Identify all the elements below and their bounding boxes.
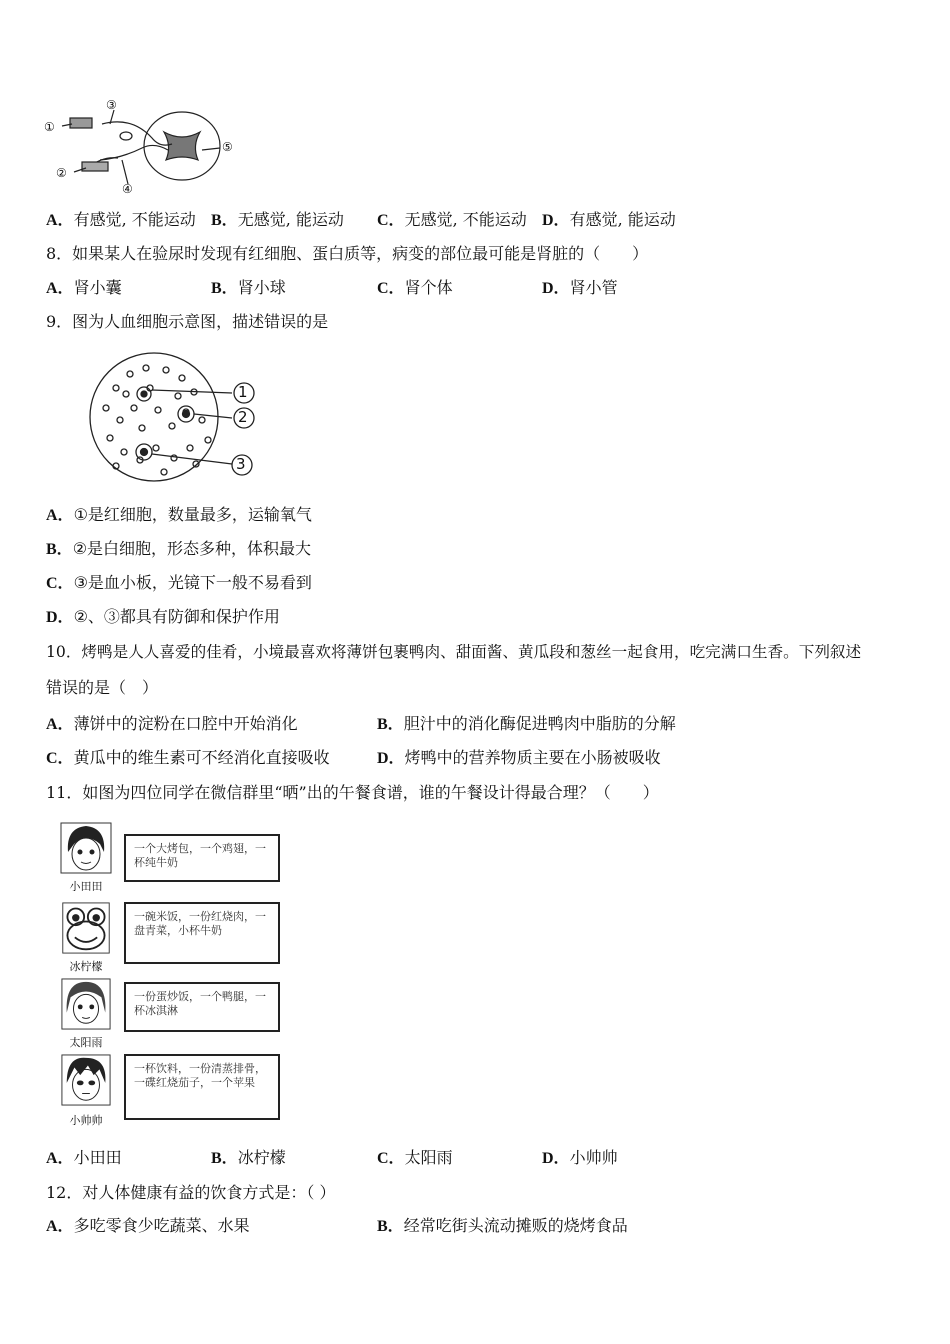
gray-matter bbox=[164, 132, 200, 160]
q10-option-b-letter: B． bbox=[377, 716, 404, 733]
q10-option-b-text: 胆汁中的消化酶促进鸭肉中脂肪的分解 bbox=[403, 714, 676, 733]
q11-option-d-text: 小帅帅 bbox=[569, 1148, 618, 1167]
menu-box: 一碗米饭，一份红烧肉，一盘青菜，小杯牛奶 bbox=[124, 902, 280, 964]
q8-stem: 8．如果某人在验尿时发现有红细胞、蛋白质等，病变的部位最可能是肾脏的（ ） bbox=[46, 244, 649, 263]
student-name: 小田田 bbox=[69, 880, 103, 893]
q7-option-c-text: 无感觉, 不能运动 bbox=[404, 210, 527, 229]
label-1: ① bbox=[44, 120, 55, 134]
q7-option-d-letter: D． bbox=[542, 212, 570, 229]
label-3: ③ bbox=[106, 98, 117, 112]
blood-cell-figure bbox=[86, 348, 266, 486]
q10-option-a[interactable] bbox=[46, 713, 298, 736]
q9-option-d-text: ②、③都具有防御和保护作用 bbox=[73, 607, 280, 626]
q8-option-c-text: 肾个体 bbox=[404, 278, 453, 297]
q7-option-a[interactable] bbox=[46, 209, 196, 232]
q8-option-a[interactable] bbox=[46, 277, 122, 300]
q7-option-d-text: 有感觉, 能运动 bbox=[569, 210, 676, 229]
q9-option-a[interactable] bbox=[46, 504, 312, 527]
reflex-arc-drawing bbox=[42, 98, 242, 198]
q7-option-b-text: 无感觉, 能运动 bbox=[237, 210, 344, 229]
q11-option-c-letter: C． bbox=[377, 1150, 405, 1167]
q10-option-d[interactable] bbox=[377, 747, 661, 770]
label-5: ⑤ bbox=[222, 140, 233, 154]
cell-label-1: 1 bbox=[238, 383, 248, 401]
q10-option-c[interactable] bbox=[46, 747, 330, 770]
q8-option-c-letter: C． bbox=[377, 280, 405, 297]
q11-option-a[interactable] bbox=[46, 1147, 122, 1170]
q7-option-c[interactable] bbox=[377, 209, 527, 232]
q10-stem-line-2: 错误的是（ ） bbox=[46, 678, 159, 697]
afferent-nerve bbox=[102, 122, 172, 145]
q10-option-b[interactable] bbox=[377, 713, 676, 736]
avatar-boy-icon bbox=[60, 1054, 112, 1106]
q7-option-c-letter: C． bbox=[377, 212, 405, 229]
cell-label-2: 2 bbox=[238, 408, 248, 426]
cell-label-3: 3 bbox=[236, 455, 246, 473]
q11-option-b-letter: B． bbox=[211, 1150, 238, 1167]
q12-stem: 12．对人体健康有益的饮食方式是：（ ） bbox=[46, 1183, 336, 1202]
q9-option-a-letter: A． bbox=[46, 507, 74, 524]
q8-option-c[interactable] bbox=[377, 277, 453, 300]
q12-option-a-letter: A． bbox=[46, 1218, 74, 1235]
q8-option-a-letter: A． bbox=[46, 280, 74, 297]
q9-option-c-letter: C． bbox=[46, 575, 74, 592]
avatar-frog-icon bbox=[60, 902, 112, 954]
q9-option-a-text: ①是红细胞，数量最多，运输氧气 bbox=[73, 505, 312, 524]
q8-option-b-text: 肾小球 bbox=[237, 278, 286, 297]
white-blood-cells bbox=[136, 387, 194, 460]
q9-option-d-letter: D． bbox=[46, 609, 74, 626]
ganglion bbox=[120, 132, 132, 140]
label-4: ④ bbox=[122, 182, 133, 196]
red-blood-cells bbox=[103, 365, 211, 475]
q9-option-c[interactable] bbox=[46, 572, 312, 595]
q11-option-d-letter: D． bbox=[542, 1150, 570, 1167]
q11-option-d[interactable] bbox=[542, 1147, 618, 1170]
avatar-girl-icon bbox=[60, 978, 112, 1030]
q7-option-a-text: 有感觉, 不能运动 bbox=[73, 210, 196, 229]
q11-option-a-letter: A． bbox=[46, 1150, 74, 1167]
q9-option-b[interactable] bbox=[46, 538, 311, 561]
leader-line bbox=[122, 160, 128, 184]
q9-option-b-text: ②是白细胞，形态多种，体积最大 bbox=[72, 539, 312, 558]
q8-option-a-text: 肾小囊 bbox=[73, 278, 122, 297]
q11-option-b-text: 冰柠檬 bbox=[237, 1148, 286, 1167]
label-2: ② bbox=[56, 166, 67, 180]
q10-option-a-text: 薄饼中的淀粉在口腔中开始消化 bbox=[73, 714, 298, 733]
reflex-arc-figure bbox=[42, 98, 242, 198]
menu-box: 一杯饮料，一份清蒸排骨，一碟红烧茄子，一个苹果 bbox=[124, 1054, 280, 1120]
q11-option-c[interactable] bbox=[377, 1147, 453, 1170]
leader-line bbox=[202, 148, 220, 150]
q9-option-d[interactable] bbox=[46, 606, 280, 629]
q9-option-c-text: ③是血小板，光镜下一般不易看到 bbox=[73, 573, 312, 592]
menu-box: 一份蛋炒饭，一个鸭腿，一杯冰淇淋 bbox=[124, 982, 280, 1032]
q9-stem: 9．图为人血细胞示意图，描述错误的是 bbox=[46, 312, 329, 331]
menu-box: 一个大烤包，一个鸡翅，一杯纯牛奶 bbox=[124, 834, 280, 882]
q10-option-d-letter: D． bbox=[377, 750, 405, 767]
q11-option-a-text: 小田田 bbox=[73, 1148, 122, 1167]
q10-option-d-text: 烤鸭中的营养物质主要在小肠被吸收 bbox=[404, 748, 661, 767]
q8-option-b-letter: B． bbox=[211, 280, 238, 297]
q9-option-b-letter: B． bbox=[46, 541, 73, 558]
q10-option-c-text: 黄瓜中的维生素可不经消化直接吸收 bbox=[73, 748, 330, 767]
q10-option-a-letter: A． bbox=[46, 716, 74, 733]
q12-option-b[interactable] bbox=[377, 1215, 628, 1238]
q11-option-b[interactable] bbox=[211, 1147, 286, 1170]
student-name: 太阳雨 bbox=[69, 1036, 103, 1049]
q11-stem: 11．如图为四位同学在微信群里“晒”出的午餐食谱，谁的午餐设计得最合理？（ ） bbox=[46, 783, 659, 802]
lunch-menu-figure bbox=[0, 822, 300, 1132]
student-name: 小帅帅 bbox=[69, 1114, 103, 1127]
student-name: 冰柠檬 bbox=[69, 960, 103, 973]
q12-option-b-text: 经常吃街头流动摊贩的烧烤食品 bbox=[403, 1216, 628, 1235]
q8-option-d-letter: D． bbox=[542, 280, 570, 297]
avatar-girl-icon bbox=[60, 822, 112, 874]
q12-option-a[interactable] bbox=[46, 1215, 250, 1238]
q7-option-b[interactable] bbox=[211, 209, 344, 232]
q12-option-b-letter: B． bbox=[377, 1218, 404, 1235]
pointer-3 bbox=[152, 454, 232, 464]
effector bbox=[82, 162, 108, 171]
q8-option-d-text: 肾小管 bbox=[569, 278, 618, 297]
q7-option-a-letter: A． bbox=[46, 212, 74, 229]
q8-option-d[interactable] bbox=[542, 277, 618, 300]
q8-option-b[interactable] bbox=[211, 277, 286, 300]
q10-stem-line-1: 10．烤鸭是人人喜爱的佳肴，小境最喜欢将薄饼包裹鸭肉、甜面酱、黄瓜段和葱丝一起食用，吃完满口生香。下列叙述 bbox=[46, 643, 862, 661]
receptor bbox=[70, 118, 92, 128]
q7-option-d[interactable] bbox=[542, 209, 676, 232]
q11-option-c-text: 太阳雨 bbox=[404, 1148, 453, 1167]
q7-option-b-letter: B． bbox=[211, 212, 238, 229]
q12-option-a-text: 多吃零食少吃蔬菜、水果 bbox=[73, 1216, 250, 1235]
q10-option-c-letter: C． bbox=[46, 750, 74, 767]
